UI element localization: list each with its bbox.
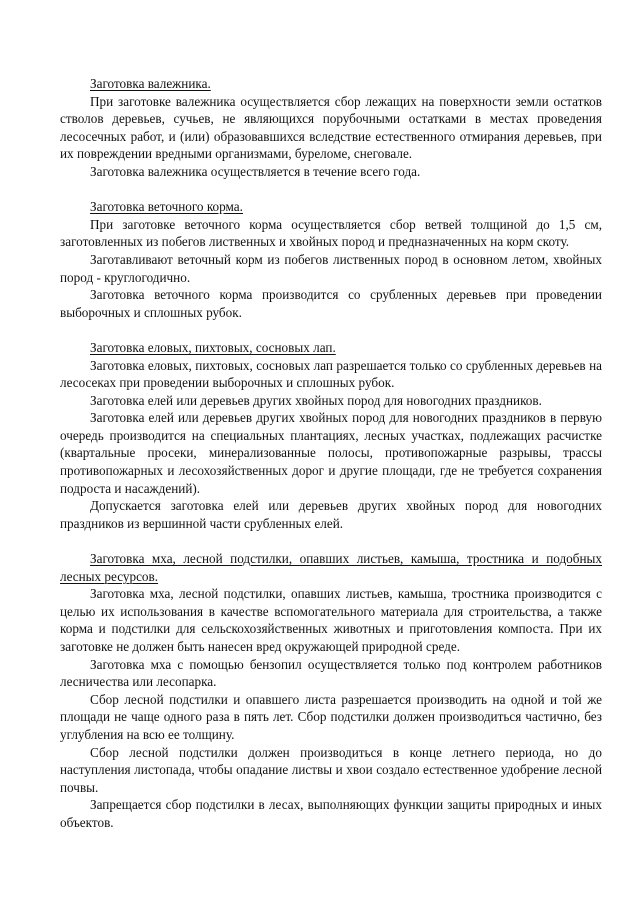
section-heading: Заготовка валежника.	[90, 76, 211, 91]
paragraph: При заготовке валежника осуществляется сбор лежащих на поверхности земли остатков стволов деревьев, сучьев, не являющихся порубочными остатками в местах проведения лесосечных работ, и (или) образовавшихся вследствие естественного отмирания деревьев, при их повреждении вредными организмами, буреломе, снеговале.	[60, 93, 602, 162]
paragraph: Заготовка елей или деревьев других хвойных пород для новогодних праздников в первую очередь производится на специальных плантациях, лесных участках, подлежащих расчистке (квартальные просеки, минерализованные полосы, противопожарные разрывы, трассы противопожарных и лесохозяйственных дорог и другие площади, где не требуется сохранения подроста и насаждений).	[60, 410, 602, 496]
section-heading: Заготовка еловых, пихтовых, сосновых лап.	[90, 339, 336, 355]
section-deadwood	[60, 75, 602, 181]
section-heading: Заготовка мха, лесной подстилки, опавших листьев, камыша, тростника и подобных лесных ресурсов.	[60, 551, 602, 584]
section-branch-feed	[60, 198, 602, 321]
paragraph: Допускается заготовка елей или деревьев других хвойных пород для новогодних праздников из вершинной части срубленных елей.	[60, 498, 602, 531]
paragraph: Заготовка валежника осуществляется в течение всего года.	[90, 163, 421, 179]
section-moss-litter	[60, 550, 602, 832]
section-conifer-branches	[60, 339, 602, 533]
paragraph: Заготавливают веточный корм из побегов лиственных пород в основном летом, хвойных пород - круглогодично.	[60, 251, 602, 285]
paragraph: Сбор лесной подстилки и опавшего листа разрешается производить на одной и той же площади не чаще одного раза в пять лет. Сбор подстилки должен производиться частично, без углубления на всю ее толщину.	[60, 691, 602, 742]
section-heading: Заготовка веточного корма.	[90, 199, 243, 215]
paragraph: Заготовка еловых, пихтовых, сосновых лап разрешается только со срубленных деревьев на лесосеках при проведении выборочных и сплошных рубок.	[60, 357, 602, 391]
paragraph: Заготовка веточного корма производится со срубленных деревьев при проведении выборочных и сплошных рубок.	[60, 287, 602, 320]
paragraph: Запрещается сбор подстилки в лесах, выполняющих функции защиты природных и иных объектов.	[60, 797, 602, 830]
paragraph: Сбор лесной подстилки должен производиться в конце летнего периода, но до наступления листопада, чтобы опадание листвы и хвои создало естественное удобрение лесной почвы.	[60, 744, 602, 795]
paragraph: При заготовке веточного корма осуществляется сбор ветвей толщиной до 1,5 см, заготовленных из побегов лиственных и хвойных пород и предназначенных на корм скоту.	[60, 216, 602, 250]
paragraph: Заготовка мха, лесной подстилки, опавших листьев, камыша, тростника производится с целью их использования в качестве вспомогательного материала для строительства, а также корма и подстилки для сельскохозяйственных животных и приготовления компоста. При их заготовке не должен быть нанесен вред окружающей природной среде.	[60, 586, 602, 654]
paragraph: Заготовка мха с помощью бензопил осуществляется только под контролем работников лесничества или лесопарка.	[60, 656, 602, 690]
paragraph: Заготовка елей или деревьев других хвойных пород для новогодних праздников.	[90, 392, 542, 408]
document-page	[60, 75, 602, 832]
